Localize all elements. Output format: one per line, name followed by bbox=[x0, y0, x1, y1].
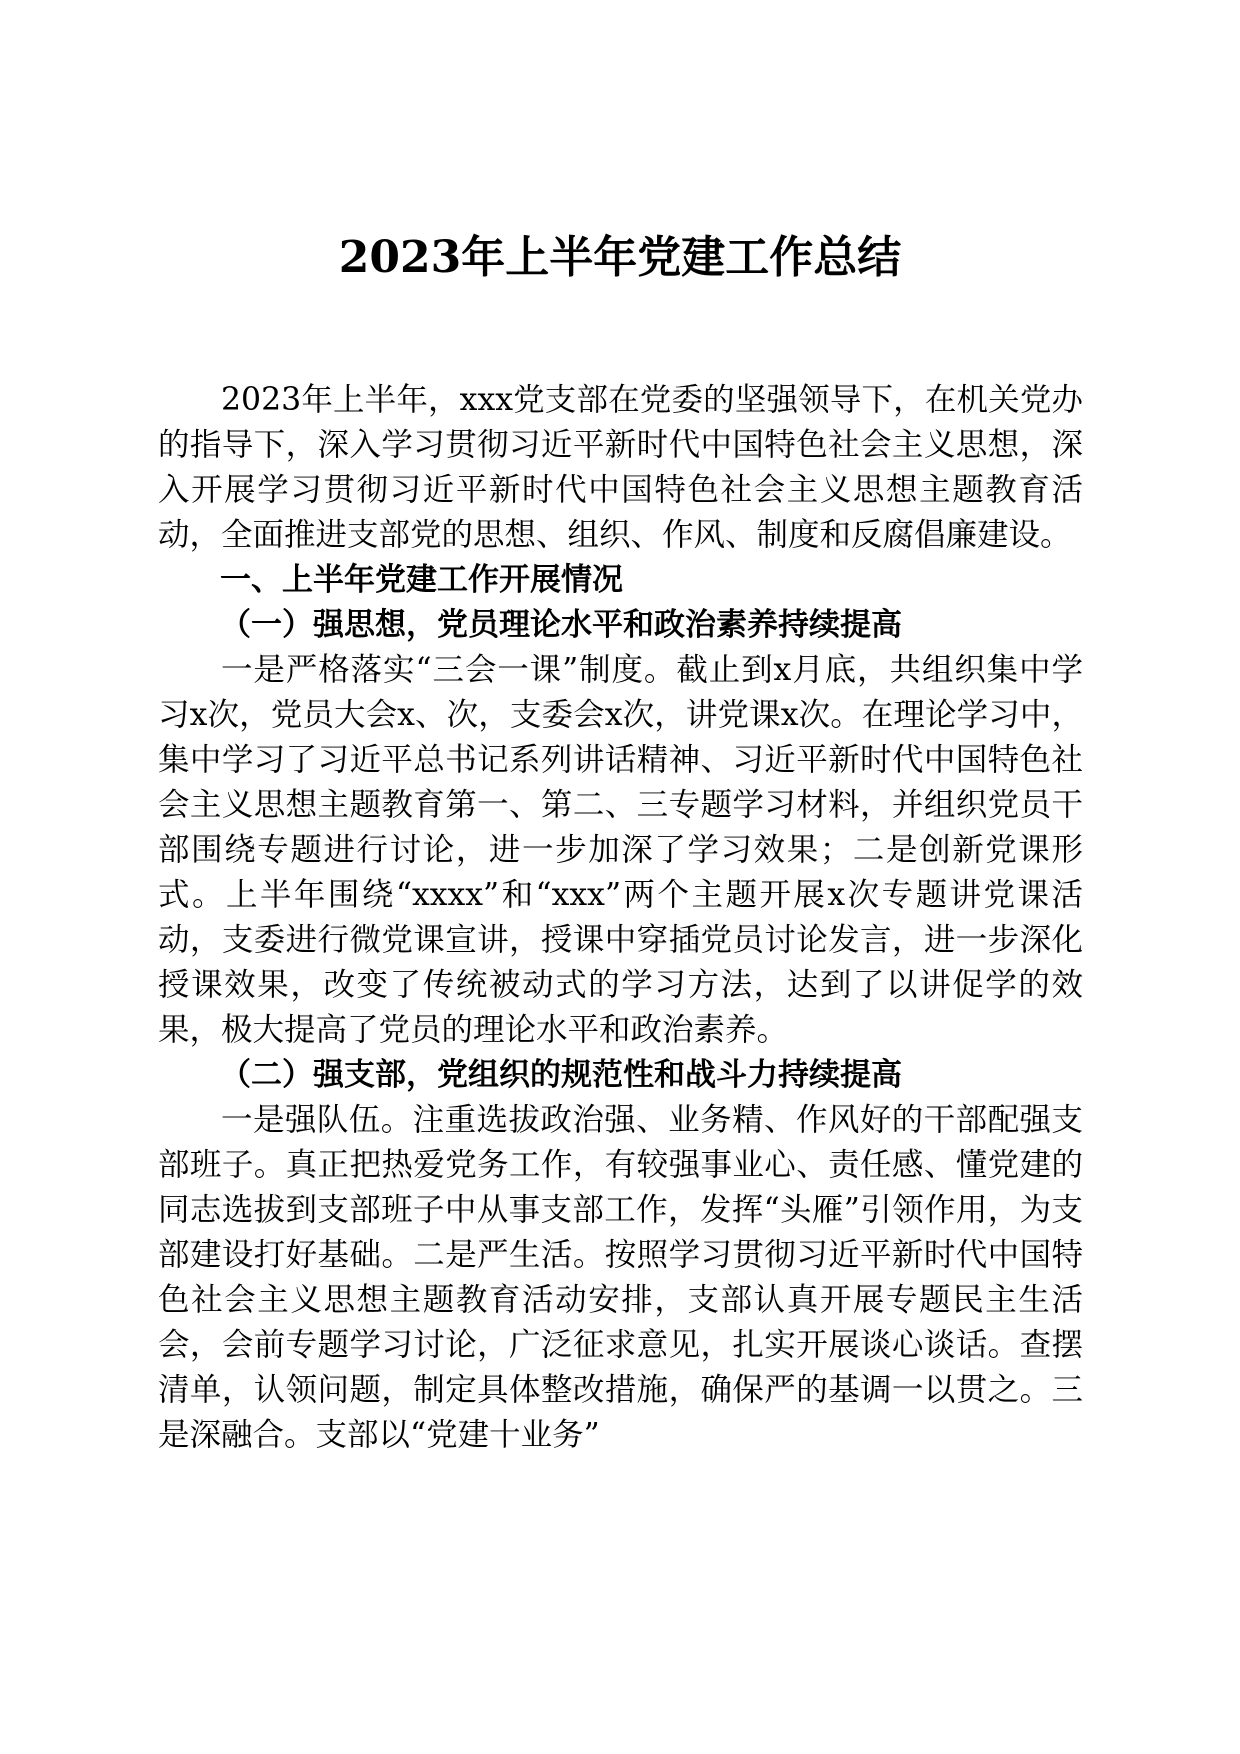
subsection-paragraph: 一是严格落实“三会一课”制度。截止到x月底，共组织集中学习x次，党员大会x、次，支委会x次，讲党课x次。在理论学习中，集中学习了习近平总书记系列讲话精神、习近平新时代中国特色社会主义思想主题教育第一、第二、三专题学习材料，并组织党员干部围绕专题进行讨论，进一步加深了学习效果；二是创新党课形式。上半年围绕“xxxx”和“xxx”两个主题开展x次专题讲党课活动，支委进行微党课宣讲，授课中穿插党员讨论发言，进一步深化授课效果，改变了传统被动式的学习方法，达到了以讲促学的效果，极大提高了党员的理论水平和政治素养。 bbox=[158, 652, 1083, 1048]
subsection-heading: （二）强支部，党组织的规范性和战斗力持续提高 bbox=[220, 1057, 902, 1093]
document-body bbox=[158, 378, 1083, 1458]
document-title: 2023年上半年党建工作总结 bbox=[338, 232, 902, 283]
intro-paragraph: 2023年上半年，xxx党支部在党委的坚强领导下，在机关党办的指导下，深入学习贯彻习近平新时代中国特色社会主义思想，深入开展学习贯彻习近平新时代中国特色社会主义思想主题教育活动，全面推进支部党的思想、组织、作风、制度和反腐倡廉建设。 bbox=[158, 382, 1083, 553]
subsection-paragraph: 一是强队伍。注重选拔政治强、业务精、作风好的干部配强支部班子。真正把热爱党务工作，有较强事业心、责任感、懂党建的同志选拔到支部班子中从事支部工作，发挥“头雁”引领作用，为支部建设打好基础。二是严生活。按照学习贯彻习近平新时代中国特色社会主义思想主题教育活动安排，支部认真开展专题民主生活会，会前专题学习讨论，广泛征求意见，扎实开展谈心谈话。查摆清单，认领问题，制定具体整改措施，确保严的基调一以贯之。三是深融合。支部以“党建十业务” bbox=[158, 1102, 1083, 1453]
section-heading: 一、上半年党建工作开展情况 bbox=[220, 562, 623, 598]
subsection-heading: （一）强思想，党员理论水平和政治素养持续提高 bbox=[220, 607, 902, 643]
